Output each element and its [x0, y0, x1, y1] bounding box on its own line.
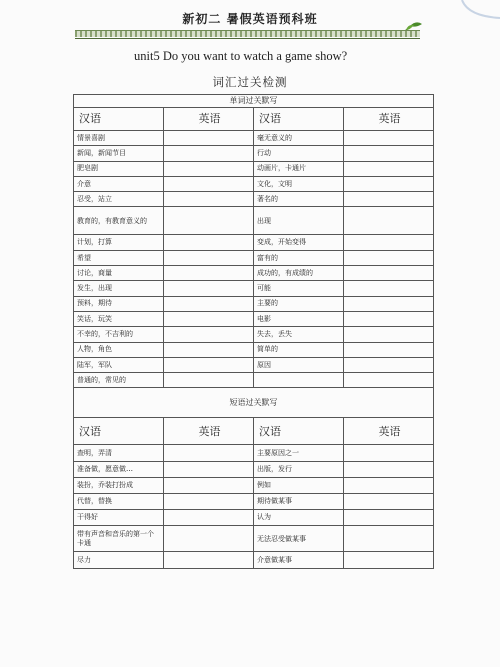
english-answer-cell	[344, 494, 434, 510]
table-row	[74, 526, 434, 552]
chinese-term-cell: 无法忍受做某事	[254, 526, 344, 552]
chinese-term-cell: 计划，打算	[74, 235, 164, 250]
chinese-term-cell: 干得好	[74, 510, 164, 526]
chinese-term-cell: 忍受，站立	[74, 192, 164, 207]
chinese-term-cell: 肥皂剧	[74, 161, 164, 176]
english-answer-cell	[344, 552, 434, 568]
column-header-english-left: 英语	[164, 108, 254, 131]
table-row	[74, 552, 434, 568]
english-answer-cell	[164, 250, 254, 265]
chinese-term-cell: 认为	[254, 510, 344, 526]
english-answer-cell	[344, 296, 434, 311]
english-answer-cell	[164, 342, 254, 357]
english-answer-cell	[164, 327, 254, 342]
chinese-term-cell: 尽力	[74, 552, 164, 568]
phrase-dictation-caption-row	[74, 388, 434, 418]
chinese-term-cell: 成功的，有成绩的	[254, 266, 344, 281]
english-answer-cell	[344, 281, 434, 296]
english-answer-cell	[344, 510, 434, 526]
english-answer-cell	[344, 477, 434, 493]
english-answer-cell	[344, 373, 434, 388]
english-answer-cell	[164, 131, 254, 146]
english-answer-cell	[344, 311, 434, 326]
table-row	[74, 192, 434, 207]
chinese-term-cell: 出版，发行	[254, 461, 344, 477]
english-answer-cell	[164, 461, 254, 477]
table-row	[74, 373, 434, 388]
table-row	[74, 445, 434, 461]
chinese-term-cell: 行动	[254, 146, 344, 161]
chinese-term-cell: 电影	[254, 311, 344, 326]
english-answer-cell	[344, 235, 434, 250]
english-answer-cell	[164, 176, 254, 191]
chinese-term-cell: 变成，开始变得	[254, 235, 344, 250]
chinese-term-cell: 教育的，有教育意义的	[74, 207, 164, 235]
column-header-chinese-right: 汉语	[254, 108, 344, 131]
table-row	[74, 207, 434, 235]
english-answer-cell	[164, 510, 254, 526]
phrase-dictation-caption: 短语过关默写	[74, 388, 434, 418]
table-row	[74, 176, 434, 191]
table-row	[74, 161, 434, 176]
word-dictation-caption-row	[74, 95, 434, 108]
chinese-term-cell: 出现	[254, 207, 344, 235]
column-header-english-right: 英语	[344, 108, 434, 131]
english-answer-cell	[164, 161, 254, 176]
table-row	[74, 477, 434, 493]
section-title: 词汇过关检测	[212, 75, 288, 89]
chinese-term-cell: 文化，文明	[254, 176, 344, 191]
english-answer-cell	[164, 281, 254, 296]
chinese-term-cell: 新闻，新闻节目	[74, 146, 164, 161]
english-answer-cell	[164, 235, 254, 250]
chinese-term-cell: 不幸的，不吉利的	[74, 327, 164, 342]
chinese-term-cell: 简单的	[254, 342, 344, 357]
chinese-term-cell: 发生，出现	[74, 281, 164, 296]
column-header-chinese-left: 汉语	[74, 108, 164, 131]
chinese-term-cell: 情景喜剧	[74, 131, 164, 146]
column-header-chinese-left: 汉语	[74, 418, 164, 445]
chinese-term-cell: 介意做某事	[254, 552, 344, 568]
english-answer-cell	[344, 327, 434, 342]
table-row	[74, 146, 434, 161]
english-answer-cell	[344, 192, 434, 207]
column-header-english-left: 英语	[164, 418, 254, 445]
header-decorative-band	[75, 30, 420, 37]
english-answer-cell	[344, 176, 434, 191]
english-answer-cell	[344, 461, 434, 477]
english-answer-cell	[344, 526, 434, 552]
chinese-term-cell: 陆军，军队	[74, 357, 164, 372]
vocabulary-table	[73, 94, 434, 569]
table-row	[74, 510, 434, 526]
chinese-term-cell: 失去，丢失	[254, 327, 344, 342]
chinese-term-cell: 毫无意义的	[254, 131, 344, 146]
chinese-term-cell: 人物，角色	[74, 342, 164, 357]
chinese-term-cell: 富有的	[254, 250, 344, 265]
table-row	[74, 461, 434, 477]
english-answer-cell	[164, 146, 254, 161]
table-row	[74, 296, 434, 311]
english-answer-cell	[164, 526, 254, 552]
table-row	[74, 342, 434, 357]
english-answer-cell	[344, 342, 434, 357]
english-answer-cell	[164, 494, 254, 510]
chinese-term-cell: 著名的	[254, 192, 344, 207]
table-row	[74, 494, 434, 510]
chinese-term-cell: 动画片，卡通片	[254, 161, 344, 176]
chinese-term-cell: 带有声音和音乐的第一个卡通	[74, 526, 164, 552]
chinese-term-cell: 笑话，玩笑	[74, 311, 164, 326]
corner-shape-icon	[454, 0, 500, 22]
table-row	[74, 250, 434, 265]
english-answer-cell	[164, 552, 254, 568]
chinese-term-cell: 期待做某事	[254, 494, 344, 510]
chinese-term-cell: 可能	[254, 281, 344, 296]
table-row	[74, 327, 434, 342]
english-answer-cell	[344, 445, 434, 461]
english-answer-cell	[344, 266, 434, 281]
column-header-english-right: 英语	[344, 418, 434, 445]
english-answer-cell	[164, 373, 254, 388]
chinese-term-cell: 讨论，商量	[74, 266, 164, 281]
table-row	[74, 357, 434, 372]
unit-title: unit5 Do you want to watch a game show?	[134, 49, 348, 63]
table-row	[74, 235, 434, 250]
chinese-term-cell	[254, 373, 344, 388]
chinese-term-cell: 预料，期待	[74, 296, 164, 311]
english-answer-cell	[164, 477, 254, 493]
english-answer-cell	[164, 192, 254, 207]
chinese-term-cell: 准备做，愿意做…	[74, 461, 164, 477]
english-answer-cell	[164, 296, 254, 311]
chinese-term-cell: 代替，替换	[74, 494, 164, 510]
english-answer-cell	[164, 266, 254, 281]
english-answer-cell	[344, 357, 434, 372]
english-answer-cell	[164, 311, 254, 326]
chinese-term-cell: 普通的，常见的	[74, 373, 164, 388]
chinese-term-cell: 装扮，乔装打扮成	[74, 477, 164, 493]
chinese-term-cell: 查明，弄清	[74, 445, 164, 461]
phrase-table-header	[74, 418, 434, 445]
header-rule	[75, 38, 420, 39]
table-row	[74, 281, 434, 296]
word-dictation-caption: 单词过关默写	[74, 95, 434, 108]
chinese-term-cell: 例如	[254, 477, 344, 493]
table-row	[74, 131, 434, 146]
english-answer-cell	[344, 250, 434, 265]
table-row	[74, 311, 434, 326]
chinese-term-cell: 原因	[254, 357, 344, 372]
english-answer-cell	[164, 207, 254, 235]
column-header-chinese-right: 汉语	[254, 418, 344, 445]
english-answer-cell	[344, 161, 434, 176]
english-answer-cell	[344, 146, 434, 161]
english-answer-cell	[164, 445, 254, 461]
table-row	[74, 266, 434, 281]
english-answer-cell	[344, 131, 434, 146]
chinese-term-cell: 主要的	[254, 296, 344, 311]
header-title: 新初二 暑假英语预科班	[182, 12, 318, 26]
chinese-term-cell: 希望	[74, 250, 164, 265]
chinese-term-cell: 主要原因之一	[254, 445, 344, 461]
word-table-header	[74, 108, 434, 131]
english-answer-cell	[344, 207, 434, 235]
chinese-term-cell: 介意	[74, 176, 164, 191]
english-answer-cell	[164, 357, 254, 372]
